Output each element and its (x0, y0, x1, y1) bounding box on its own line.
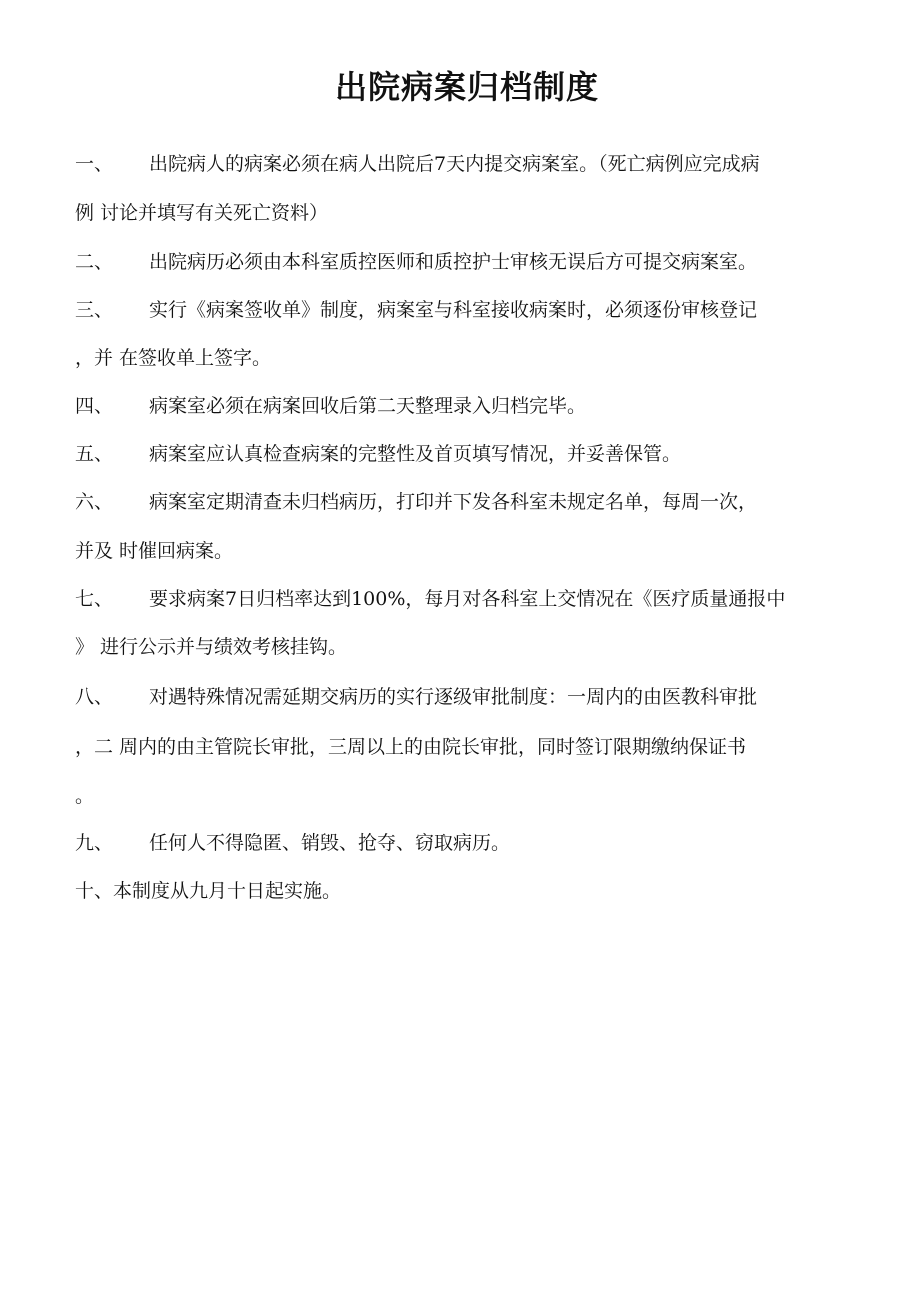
item-9-line-1 (75, 831, 510, 855)
item-3-line-1 (75, 298, 757, 322)
item-6-line-2: 并及 时催回病案。 (75, 540, 234, 562)
item-6-number: 六、 (75, 491, 114, 513)
item-7-text: 要求病案7日归档率达到100%，每月对各科室上交情况在《医疗质量通报中 (149, 588, 786, 610)
item-3-number: 三、 (75, 299, 114, 321)
item-8-text: 对遇特殊情况需延期交病历的实行逐级审批制度：一周内的由医教科审批 (149, 686, 758, 708)
item-7-line-2: 》 进行公示并与绩效考核挂钩。 (75, 636, 348, 658)
item-3-line-2: ，并 在签收单上签字。 (75, 347, 272, 369)
item-1-line-2: 例 讨论并填写有关死亡资料） (75, 202, 329, 224)
item-4-text: 病案室必须在病案回收后第二天整理录入归档完毕。 (149, 395, 587, 417)
item-5-line-1 (75, 442, 681, 466)
item-10-number: 十、 (75, 880, 114, 902)
item-2-text: 出院病历必须由本科室质控医师和质控护士审核无误后方可提交病案室。 (149, 251, 758, 273)
item-5-number: 五、 (75, 443, 114, 465)
item-8-line-1 (75, 685, 757, 709)
item-4-number: 四、 (75, 395, 114, 417)
item-8-number: 八、 (75, 686, 114, 708)
item-10-text: 本制度从九月十日起实施。 (113, 880, 342, 902)
item-1-line-1 (75, 152, 760, 176)
item-6-line-1 (75, 490, 757, 514)
item-9-number: 九、 (75, 832, 114, 854)
item-7-number: 七、 (75, 588, 114, 610)
item-10-line-1 (75, 879, 341, 903)
item-8-line-3: 。 (75, 785, 95, 807)
item-2-number: 二、 (75, 251, 114, 273)
item-8-line-2: ，二 周内的由主管院长审批，三周以上的由院长审批，同时签订限期缴纳保证书 (75, 736, 747, 758)
item-1-text: 出院病人的病案必须在病人出院后7天内提交病案室。（死亡病例应完成病 (149, 153, 760, 175)
item-2-line-1 (75, 250, 757, 274)
item-1-number: 一、 (75, 153, 114, 175)
item-5-text: 病案室应认真检查病案的完整性及首页填写情况，并妥善保管。 (149, 443, 682, 465)
document-title: 出院病案归档制度 (334, 68, 599, 106)
item-6-text: 病案室定期清查未归档病历，打印并下发各科室未规定名单，每周一次， (149, 491, 758, 513)
item-9-text: 任何人不得隐匿、销毁、抢夺、窃取病历。 (149, 832, 511, 854)
item-3-text: 实行《病案签收单》制度，病案室与科室接收病案时，必须逐份审核登记 (149, 299, 758, 321)
item-4-line-1 (75, 394, 586, 418)
item-7-line-1 (75, 587, 785, 611)
